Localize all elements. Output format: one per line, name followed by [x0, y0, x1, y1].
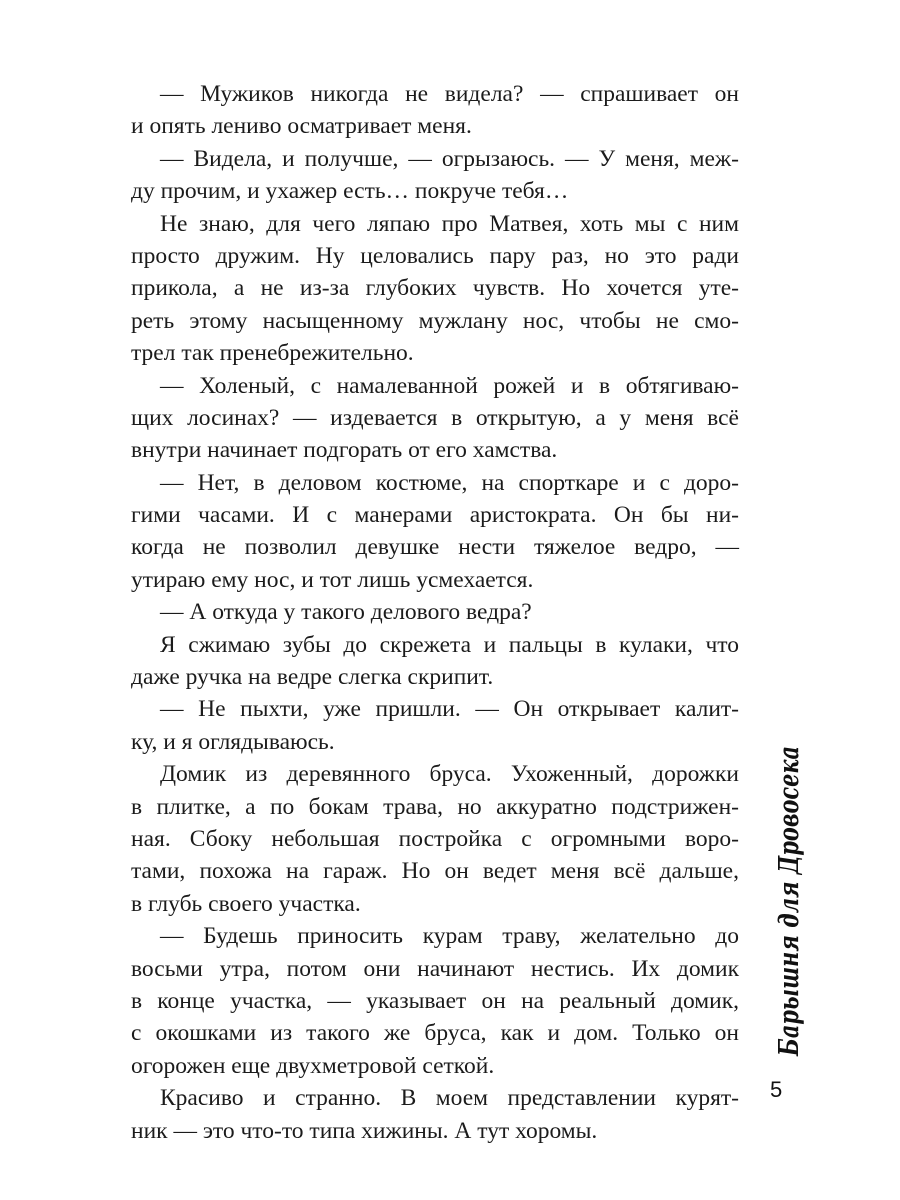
running-head-graphic	[770, 654, 810, 1060]
text-line: ник — это что-то типа хижины. А тут хоромы.	[131, 1117, 598, 1144]
text-line: — Мужиков никогда не видела? — спрашивает он	[160, 81, 739, 107]
text-line: просто дружим. Ну целовались пару раз, но это ради	[131, 242, 739, 269]
text-line: Я сжимаю зубы до скрежета и пальцы в кулаки, что	[160, 631, 739, 658]
text-line: даже ручка на ведре слегка скрипит.	[131, 664, 494, 691]
text-line: в глубь своего участка.	[131, 890, 361, 917]
text-line: в плитке, а по бокам трава, но аккуратно подстрижен-	[131, 793, 739, 820]
running-head-title: Барышня для Дровосека	[774, 654, 805, 1056]
text-line: прикола, а не из-за глубоких чувств. Но хочется уте-	[131, 275, 739, 302]
text-line: внутри начинает подгорать от его хамства.	[131, 437, 558, 464]
text-line: — Холеный, с намалеванной рожей и в обтягиваю-	[160, 372, 739, 399]
text-line: — Будешь приносить курам траву, желательно до	[160, 923, 739, 950]
text-line: утираю ему нос, и тот лишь усмехается.	[131, 566, 534, 593]
text-line: восьми утра, потом они начинают нестись. Их домик	[131, 955, 739, 982]
text-line: — Нет, в деловом костюме, на спорткаре и с доро-	[160, 469, 739, 496]
body-text	[131, 78, 739, 1147]
page-number: 5	[770, 1077, 783, 1102]
text-line: ная. Сбоку небольшая постройка с огромными воро-	[131, 825, 739, 852]
text-line: Красиво и странно. В моем представлении курят-	[160, 1085, 739, 1112]
text-line: когда не позволил девушке нести тяжелое ведро, —	[131, 534, 739, 561]
text-line: ку, и я оглядываюсь.	[131, 728, 335, 755]
text-line: — А откуда у такого делового ведра?	[160, 599, 532, 626]
running-head	[770, 654, 810, 1060]
text-line: реть этому насыщенному мужлану нос, чтобы не смо-	[131, 307, 739, 334]
text-line: с окошками из такого же бруса, как и дом. Только он	[131, 1020, 739, 1047]
text-line: и опять лениво осматривает меня.	[131, 113, 472, 140]
text-line: Не знаю, для чего ляпаю про Матвея, хоть мы с ним	[160, 210, 739, 237]
text-line: тами, похожа на гараж. Но он ведет меня всё дальше,	[131, 858, 739, 885]
text-line: огорожен еще двухметровой сеткой.	[131, 1052, 495, 1079]
text-line: — Видела, и получше, — огрызаюсь. — У меня, меж-	[160, 145, 739, 172]
text-line: щих лосинах? — издевается в открытую, а у меня всё	[131, 404, 739, 431]
text-line: — Не пыхти, уже пришли. — Он открывает калит-	[160, 696, 739, 723]
text-line: в конце участка, — указывает он на реальный домик,	[131, 987, 739, 1014]
text-line: Домик из деревянного бруса. Ухоженный, дорожки	[160, 761, 739, 788]
text-line: ду прочим, и ухажер есть… покруче тебя…	[131, 178, 569, 205]
text-line: трел так пренебрежительно.	[131, 340, 414, 367]
text-line: гими часами. И с манерами аристократа. Он бы ни-	[131, 502, 739, 529]
